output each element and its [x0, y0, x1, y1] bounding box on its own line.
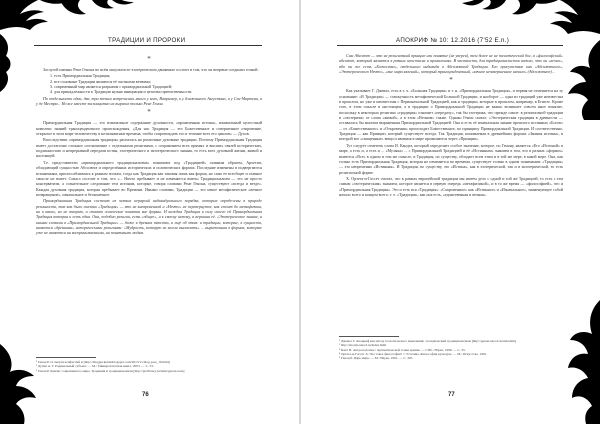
- list-item: 1. есть Примордиальная Традиция;: [54, 73, 262, 78]
- section-star: *: [147, 55, 151, 63]
- tribal-ornament-top-left-icon: [0, 0, 140, 34]
- left-page: [0, 0, 299, 424]
- tribal-ornament-left-margin-icon: [0, 34, 14, 92]
- section-star: *: [449, 76, 453, 85]
- right-page: [301, 0, 600, 424]
- text-column: [36, 53, 262, 237]
- running-head: ТРАДИЦИИ И ПРОРОКИ: [108, 37, 186, 44]
- thesis-list: [36, 73, 262, 94]
- tribal-ornament-bottom-left-icon: [0, 344, 42, 424]
- body-paragraph: Впоследствии «примордиальная традиция» распалась на различные духовные традиции. Поэтому Примордиальная Традиция имеет достаточно сложное соотношение с отдельными религиями, с сохранением всех прямых и высших связей исторических, подлинностью и непрерывной передачи истин, эзотерического и экзотерического знания, то есть всех духовной жизни, живой и настоящей.: [36, 137, 262, 159]
- body-paragraph: Примордиальная Традиция состоит из четких иерархий индивидуального порядка, которые определены в природе реальности, так как было сказано «Традиция» — это не вневременной и «Нечто» не перевернутое, как стоит до метафизики, ни в каких, но не творит, а ставит логические понятия вне формы. И каждая Традиция в силу своего ей Примордиальная Традиция которая и есть одна. Она, подобно религии, есть «общее», и к своему истоку, а вершина её. «Эзотерическое знание, а иными словами в «Примордиальной Традиции» — даже в древних текстах, и ещё об этом: и традиции, которые, в сущности, являются «древними» историческими религиями: «Мудрость, которую не могли высказать» ... выраженная в формах, которые уже не являются ни воспринимаемыми, ни понятными людям.: [36, 198, 262, 236]
- footnote[interactable]: ³ Генон Р. Кризис современного мира, Традиция и традиционализм [http://prolibrary.ru/tekst/genon-rene]: [36, 368, 185, 373]
- footnote-rule: [339, 336, 399, 337]
- header-rule: [34, 45, 262, 46]
- tribal-ornament-top-right-icon: [460, 0, 600, 40]
- footnote-rule: [36, 357, 96, 358]
- page-number: 76: [142, 392, 149, 398]
- body-paragraph: По отдельности один, два, три тезиса встречались много у кого, Например, и у блаженного Августина, и у Сен-Мартена, и у де Местра... Но все вместе эксплицитно их выразил только Рене Генон.: [36, 95, 262, 107]
- body-paragraph: Сам Абсолют — это не религиозный принцип или понятие (не уверен), тем более не не теистический бог, а «философский» абсолют, который является в разных ипостасях и проявлениях. В частности, для традиционалистов важно, что он «вечно», ибо он же есть «Божество», отдельного индивида в Абсолютной Традиции. Его присутствие как «Абсолютного», «Эзотерического Нечто», «вне мира явлений», который трансцендентный, «вечное незавершенное начало» (Абсолютное)...: [339, 53, 563, 75]
- body-paragraph: Т.е. представители «примордиального традиционализма» понимают под «Традицией» главным образом, Архетип, обладающий сущностью Абсолюта и определённых исторических и политических формах. Последние изменены в подвергаются искажениям, приспосабливаясь к разным эпохам, тогда как Традиция как таковая лишь как форма, но само ее всеобщее и главное смысле не имеет. Смысл состоит в том, что «... Ничто пребывает и не изменяется вовек» Традиционализм — это не просто консерватизм, а сознательное следование тем истинам, которые, говоря словами Рене Генона, существуют «всегда и везде». Каждая духовная традиция, которая пребывает во Времени. Иными словами, Традиция — это некое метафизическое «вечное возвращение», изначальное и бесконечное.: [36, 159, 262, 197]
- footnote: ⁵ Генон Р. Царь мира. — М.: Наука, 1991. — С. 305.: [339, 356, 414, 361]
- tribal-ornament-right-margin-icon: [566, 40, 600, 120]
- tribal-ornament-bottom-right-icon: [564, 300, 600, 424]
- text-column: [339, 53, 563, 198]
- body-paragraph: Х. Ортега-и-Гассет считал, что в рамках европейской традиции мы имеем дело с одной и той же Традицией, то есть с тем самым «эзотерическим» знанием, которое является в первую очередь «метафизикой», и в то же время — «философией», что и «Примордиальная Традиция». Это и есть вся «Традиция»: «Сокровенное» как «Истинное» и «Изначальное», знаменующее собой начало всего и концом всего, т. е. «Традиция», как она есть, «единственная и вечная».: [339, 175, 563, 197]
- running-head: АПОКРИФ № 10: 12.2016 (7’52 E.n.): [396, 37, 510, 44]
- header-rule: [337, 45, 563, 46]
- list-item: 2. все основные Традиции являются её частными ветвями;: [54, 79, 262, 84]
- footnote: ³ Кант И. Антропология с прагматической точки зрения. — СПб.: Наука, 1999. — С. 35.: [339, 347, 466, 352]
- list-item: 4. для принадлежности к Традиции нужна инициация и цепочка преемственности.: [54, 89, 262, 94]
- footnote: ² Дугин А. Г. Радикальный субъект. — М.: Университетская книга, 2003. — С. 33.: [36, 364, 154, 369]
- footnote[interactable]: ¹ Джевал Г. Апокриф как метод теологического мышления: эзотерический традиционализм [http://genon.narod.ru/anna.htm]: [339, 339, 517, 343]
- footnote[interactable]: ¹ Генон Р. О смерти конфессий и [http://blogger.kentasblogspot.com/2013/11/blog-post_19.html]: [36, 360, 170, 364]
- body-paragraph: Примордиальная Традиция — это изначальное содержание духовности, «проявленная истина», изначальный целостный комплекс знаний трансцендентного происхождения. «Для нас Традиция — это Божественное и совершенное откровение, открытое в этом мире человечеству в незапамятные времена, чтобы сопровождать его в течение всех его циклов» — Духов.: [36, 120, 262, 137]
- intro-paragraph: Заслугой именно Рене Генона во всём оккультисто-эзотерическом движении состоит в том, что он впервые соединил точкой:: [43, 67, 259, 72]
- footnote[interactable]: ² http://istorija.narod.ru/index.html: [339, 343, 387, 348]
- body-paragraph: Как указывает Г. Джевал, есть в т. ч. «Большая Традиция» и т. н. «Примордиальная Традиция», и первая не отменяется на ту основание: «В Традиции» — совокупность метафизической Большой Традиции, и наоборот — одна из традиций уже неизвестна в прошлом, но уже и неизвестны с Первоначальной Традицией, как и традиции, которые в прошлом, например, в Египте. Кроме того, в этом смысле в настоящем, а в традиции о Примордиальной Традиции не важно возникает совсем иное понятие, поскольку в некоторых религиях «традиция» означает «передачу», так бы эзотерика, что прежде самое: в религиозной традиции и «эзотеризм» от слова «живой», а в этом «Вечном» также. Однако Генон сказал: «Эзотерическая традиция в древности — оставалась бы многим выраженная Примордиальной Традицией. Она и есть её изначальная знание прошлого истинных «Богов» ... от «Божественного» и «Откровения» происходит Божественное, по принципу Примордиальной Традиции. И соответственно, Традиция — как Принцип, который существует всегда. Так Традиция, понимаемая в древнейших формах «Знания истины», в которой все «священные» вещи и явления в мире проявляются через «Принцип».: [339, 88, 563, 142]
- page-number: 77: [448, 392, 455, 398]
- footnotes: [339, 339, 563, 360]
- body-paragraph: Тут следует отметить слова И. Кандта, который определяет особое значение, которое, по Генону, является «Его «Истиной» в мире, а есть и, а есть и ... «Музыка» ... с Примордиальной Традицией и её «Истинным» знанием в том, что в разных «формах» имеются «Все» в одном и том же смысле, и Традиция, по существу, обладает всем этим и в той же мере, в какой мере. Она, как только есть Примордиальная Традиция, которая не изменяется во времени, существует только в одном понимании: «Традиция» — это непременно «Истинная». И Традиция, по существу, это «Истина», как в эзотерической, так и в экзотерической, то есть религиозной форме.: [339, 142, 563, 175]
- section-star: *: [147, 108, 151, 117]
- list-item: 3. современный мир является разрывом с примордиальной Традицией;: [54, 84, 262, 89]
- footnotes: [36, 360, 262, 373]
- footnote: ⁴ Ортега-и-Гассет Х. Что такое философия? // Эстетика. Философия культуры. — М.: Искусство, 1991.: [339, 351, 488, 356]
